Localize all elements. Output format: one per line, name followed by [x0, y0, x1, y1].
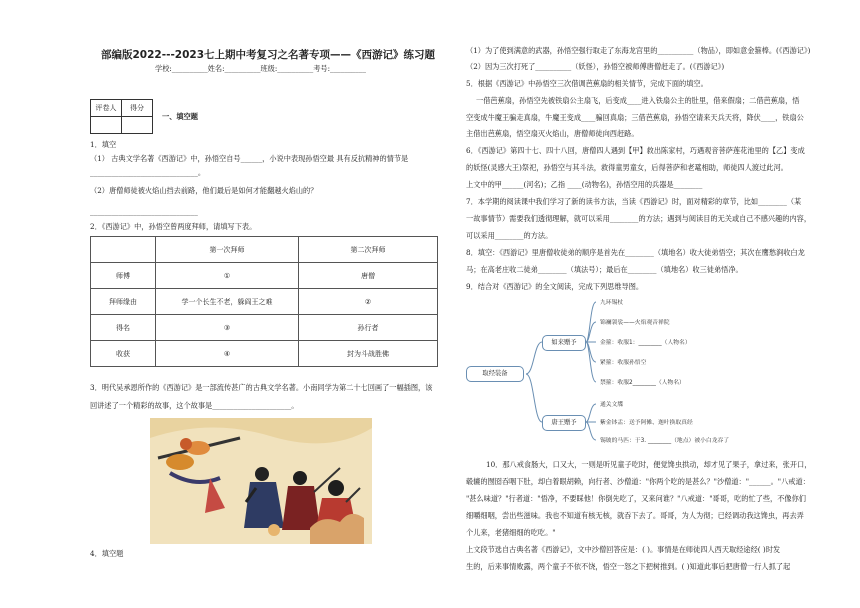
q1-number: 1．填空	[90, 140, 117, 149]
mind-map-leaf: 金箍：收服1：________（人物名）	[600, 340, 691, 346]
q2-cell[interactable]: ①	[156, 263, 299, 289]
q2-row-label: 拜师缘由	[91, 289, 156, 315]
page-title: 部编版2022---2023七上期中考复习之名著专项——《西游记》练习题	[101, 49, 436, 61]
q6-line-2: 的妖怪(灵感大王)祭祀，孙悟空与其斗法，救得童男童女，后得菩萨和老鼋相助，师徒四人渡过此河。	[466, 163, 788, 172]
mind-map-leaf: 禁箍：收服2________（人物名）	[600, 380, 685, 386]
q2-row-label: 师傅	[91, 263, 156, 289]
score-header-score: 得分	[122, 100, 153, 117]
q2-question: 2．《西游记》中，孙悟空曾两度拜师，请填写下表。	[90, 222, 257, 231]
q2-header-blank	[91, 237, 156, 263]
q10-line-6: 上文段节选自古典名著《西游记》，文中沙僧回答应是：( )。事情是在师徒四人西天取经途经( )时发	[466, 545, 781, 554]
mind-map-leaf: 锦襕袈裟——火焰观音禅院	[600, 320, 670, 326]
q10-line-5: 个儿来，老猪细细的吃吃。"	[466, 528, 556, 537]
q2-header-first: 第一次拜师	[156, 237, 299, 263]
q2-row-label: 得名	[91, 315, 156, 341]
q5-line-1: 5．根据《西游记》中孙悟空三次借调芭蕉扇的相关情节，完成下面的填空。	[466, 79, 708, 88]
mind-map-leaf: 通关文牒	[600, 402, 624, 408]
mind-map-leaf: 九环锡杖	[600, 300, 624, 306]
q7-line-3: 可以采用________的方法。	[466, 231, 553, 240]
q7-line-1: 7．本学期的阅读课中我们学习了新的读书方法，当读《西游记》时，面对精彩的章节，比如________（某	[466, 197, 802, 206]
q5-line-4: 主借出芭蕉扇，悟空扇灭火焰山，唐僧师徒向西赶路。	[466, 129, 639, 138]
q10-line-7: 生的，后来事情败露，两个童子不依不饶，悟空一怒之下把树推到。( )知道此事后把唐僧一行人抓了起	[466, 562, 791, 571]
q2-cell[interactable]: ③	[156, 315, 299, 341]
q1-line-3: （2）唐僧师徒被火焰山挡去前路，他们最后是如何才能翻越火焰山的？	[90, 186, 318, 195]
score-table	[90, 99, 153, 134]
q4-heading: 4．填空题	[90, 549, 124, 558]
q6-line-1: 6．《西游记》第四十七、四十八回，唐僧四人遇到【甲】救出陈家村，巧遇观音菩萨莲花池里的【乙】变成	[466, 146, 805, 155]
q1-line-4: ______________________________	[90, 207, 198, 216]
q3-line-1: 3．明代吴承恩所作的《西游记》是一部流传甚广的古典文学名著。小南同学为第二十七回画了一幅插图，该	[90, 383, 433, 392]
q2-header-second: 第二次拜师	[299, 237, 438, 263]
illustration-drawing	[150, 418, 372, 544]
q10-line-4: 细嚼细咽，尝出些滋味。我也不知道有核无核，就吞下去了。哥哥，为人为彻；已经调动我这馋虫，再去弄	[466, 511, 804, 520]
q5-line-2: 一借芭蕉扇，孙悟空先被铁扇公主扇飞，后变成____进入铁扇公主的肚里，借来假扇；二借芭蕉扇，悟	[476, 96, 800, 105]
q10-line-1: 10．那八戒食肠大，口又大，一则是听见童子吃时，便觉馋虫拱动，却才见了果子，拿过来，张开口，	[486, 460, 812, 469]
score-cell-reviewer[interactable]	[91, 117, 122, 134]
q2-cell: 学一个长生不老，躲阎王之难	[156, 289, 299, 315]
mind-map-leaf: 锡铍的马匹：于3. ________（地点）被小白龙吞了	[600, 438, 730, 444]
q1-line-2: ______________________________。	[90, 168, 206, 177]
q2-cell: 孙行者	[299, 315, 438, 341]
mind-map-branch-tangwang: 唐王赠予	[542, 415, 586, 431]
q5-line-3: 空变成牛魔王骗走真扇，牛魔王变成____骗回真扇；三借芭蕉扇，孙悟空请来天兵天将，降伏____，铁扇公	[466, 113, 804, 122]
q1-line-1: （1） 古典文学名著《西游记》中，孙悟空自号______，小说中表现孙悟空最 具有反抗精神的情节是	[90, 154, 409, 163]
mind-map-root: 取经装备	[466, 366, 524, 382]
score-cell-score[interactable]	[122, 117, 153, 134]
q2-cell: 封为斗战胜佛	[299, 341, 438, 367]
monkey-king-illustration	[150, 418, 372, 544]
q6-line-3: 上文中的甲______(河名)；乙指 ____(动物名)，孙悟空用的兵器是________	[466, 180, 703, 189]
score-header-reviewer: 评卷人	[91, 100, 122, 117]
mind-map	[466, 296, 776, 444]
student-info-line: 学校:__________姓名:__________班级:__________考号:__________	[155, 64, 366, 73]
mind-map-leaf: 紧箍：收服孙悟空	[600, 360, 647, 366]
mind-map-branch-rulai: 如来赠予	[542, 335, 586, 351]
q2-cell[interactable]: ②	[299, 289, 438, 315]
q7-line-2: 一故事情节）需要我们透彻理解，就可以采用________的方法；遇到与阅读目的无关或自己不感兴趣的内容，	[466, 214, 812, 223]
q9-question: 9．结合对《西游记》的全文阅读，完成下列思维导图。	[466, 282, 644, 291]
r1-line-1: （1）为了使到满意的武器，孙悟空强行取走了东海龙宫里的__________（物品），即如意金箍棒。(《西游记》)	[466, 46, 811, 55]
section-heading: 一、填空题	[162, 112, 198, 121]
q10-line-3: "甚么味道？"行者道："悟净，不要睬他！你倒先吃了，又来问谁？"八戒道："哥哥，吃的忙了些，不像你们	[466, 494, 806, 503]
q8-line-2: 马；在高老庄收二徒弟________（填法号）；最后在________（填地名）收三徒弟悟净。	[466, 265, 743, 274]
q10-line-2: 毂辘的囫囵吞咽下肚，却白着眼胡赖，向行者、沙僧道："你两个吃的是甚么？"沙僧道："______。"八戒道：	[466, 477, 810, 486]
r1-line-2: （2）因为三次打死了__________（妖怪），孙悟空被师傅唐僧赶走了。(《西游记》)	[466, 62, 725, 71]
mind-map-leaf: 紫金钵盂：送予阿傩、迦叶换取真经	[600, 420, 693, 426]
q2-row-label: 收获	[91, 341, 156, 367]
q2-table	[90, 236, 438, 367]
q2-cell[interactable]: ④	[156, 341, 299, 367]
q3-line-2: 回讲述了一个精彩的故事，这个故事是______________________。	[90, 401, 299, 410]
q2-cell: 唐僧	[299, 263, 438, 289]
q8-line-1: 8．填空：《西游记》里唐僧收徒弟的顺序是首先在________（填地名）收大徒弟悟空；其次在鹰愁涧收白龙	[466, 248, 805, 257]
